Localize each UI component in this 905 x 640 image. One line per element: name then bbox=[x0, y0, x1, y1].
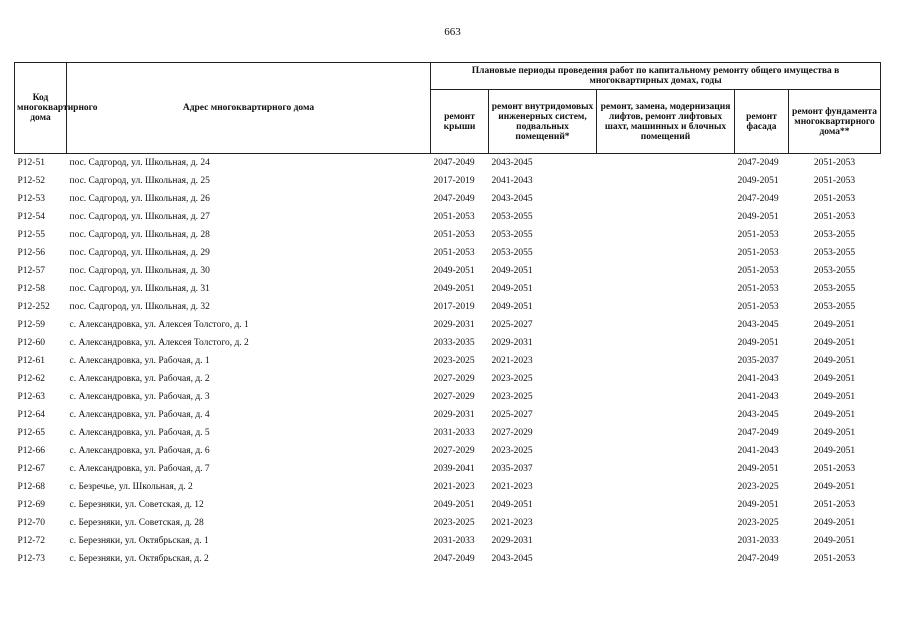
cell-facade: 2035-2037 bbox=[737, 356, 779, 366]
cell-facade: 2041-2043 bbox=[737, 392, 779, 402]
table-row bbox=[15, 190, 881, 208]
cell-foundation: 2049-2051 bbox=[813, 356, 856, 366]
table-row bbox=[15, 154, 881, 173]
cell-elevators bbox=[597, 244, 735, 262]
cell-foundation: 2053-2055 bbox=[813, 284, 856, 294]
cell-address: пос. Садгород, ул. Школьная, д. 30 bbox=[69, 266, 210, 276]
cell-facade: 2041-2043 bbox=[737, 446, 779, 456]
cell-facade: 2051-2053 bbox=[737, 284, 779, 294]
cell-address: пос. Садгород, ул. Школьная, д. 25 bbox=[69, 176, 210, 186]
cell-foundation: 2053-2055 bbox=[813, 248, 856, 258]
cell-roof: 2017-2019 bbox=[433, 302, 475, 312]
cell-foundation: 2051-2053 bbox=[813, 158, 856, 168]
cell-foundation: 2051-2053 bbox=[813, 554, 856, 564]
cell-address: с. Александровка, ул. Рабочая, д. 3 bbox=[69, 392, 210, 402]
table-row bbox=[15, 478, 881, 496]
cell-code: Р12-60 bbox=[17, 338, 45, 348]
cell-address: с. Александровка, ул. Алексея Толстого, д. 2 bbox=[69, 338, 249, 348]
cell-address: с. Березняки, ул. Советская, д. 28 bbox=[69, 518, 204, 528]
cell-elevators bbox=[597, 478, 735, 496]
cell-engineering: 2029-2031 bbox=[491, 338, 533, 348]
cell-facade: 2049-2051 bbox=[737, 212, 779, 222]
header-elevators: ремонт, замена, модернизация лифтов, ремонт лифтовых шахт, машинных и блочных помещений bbox=[597, 90, 735, 154]
cell-foundation: 2049-2051 bbox=[813, 446, 856, 456]
cell-elevators bbox=[597, 388, 735, 406]
cell-engineering: 2035-2037 bbox=[491, 464, 533, 474]
cell-foundation: 2049-2051 bbox=[813, 320, 856, 330]
cell-foundation: 2051-2053 bbox=[813, 464, 856, 474]
cell-elevators bbox=[597, 262, 735, 280]
cell-foundation: 2053-2055 bbox=[813, 266, 856, 276]
cell-foundation: 2051-2053 bbox=[813, 500, 856, 510]
cell-facade: 2049-2051 bbox=[737, 500, 779, 510]
cell-elevators bbox=[597, 154, 735, 173]
cell-foundation: 2053-2055 bbox=[813, 302, 856, 312]
header-planned-periods: Плановые периоды проведения работ по капитальному ремонту общего имущества в многоквартирных домах, годы bbox=[431, 63, 881, 90]
table-body bbox=[15, 154, 881, 569]
cell-code: Р12-73 bbox=[17, 554, 45, 564]
cell-address: с. Александровка, ул. Рабочая, д. 4 bbox=[69, 410, 210, 420]
cell-engineering: 2053-2055 bbox=[491, 230, 533, 240]
cell-foundation: 2051-2053 bbox=[813, 194, 856, 204]
cell-engineering: 2043-2045 bbox=[491, 554, 533, 564]
cell-code: Р12-51 bbox=[17, 158, 45, 168]
cell-code: Р12-66 bbox=[17, 446, 45, 456]
cell-engineering: 2041-2043 bbox=[491, 176, 533, 186]
cell-roof: 2027-2029 bbox=[433, 446, 475, 456]
cell-elevators bbox=[597, 226, 735, 244]
cell-roof: 2027-2029 bbox=[433, 374, 475, 384]
cell-code: Р12-70 bbox=[17, 518, 45, 528]
cell-engineering: 2021-2023 bbox=[491, 518, 533, 528]
cell-elevators bbox=[597, 406, 735, 424]
cell-elevators bbox=[597, 352, 735, 370]
table-row bbox=[15, 298, 881, 316]
cell-address: пос. Садгород, ул. Школьная, д. 24 bbox=[69, 158, 210, 168]
cell-elevators bbox=[597, 316, 735, 334]
cell-engineering: 2025-2027 bbox=[491, 320, 533, 330]
cell-engineering: 2053-2055 bbox=[491, 248, 533, 258]
cell-facade: 2051-2053 bbox=[737, 248, 779, 258]
table-row bbox=[15, 352, 881, 370]
header-engineering: ремонт внутридомовых инженерных систем, подвальных помещений* bbox=[489, 90, 597, 154]
cell-engineering: 2053-2055 bbox=[491, 212, 533, 222]
cell-address: с. Александровка, ул. Рабочая, д. 5 bbox=[69, 428, 210, 438]
cell-address: пос. Садгород, ул. Школьная, д. 26 bbox=[69, 194, 210, 204]
cell-code: Р12-67 bbox=[17, 464, 45, 474]
cell-engineering: 2049-2051 bbox=[491, 266, 533, 276]
header-facade: ремонт фасада bbox=[735, 90, 789, 154]
cell-address: пос. Садгород, ул. Школьная, д. 32 bbox=[69, 302, 210, 312]
cell-roof: 2049-2051 bbox=[433, 284, 475, 294]
cell-roof: 2021-2023 bbox=[433, 482, 475, 492]
cell-address: пос. Садгород, ул. Школьная, д. 29 bbox=[69, 248, 210, 258]
cell-facade: 2049-2051 bbox=[737, 338, 779, 348]
cell-engineering: 2027-2029 bbox=[491, 428, 533, 438]
cell-roof: 2039-2041 bbox=[433, 464, 475, 474]
cell-foundation: 2049-2051 bbox=[813, 482, 856, 492]
table-row bbox=[15, 442, 881, 460]
cell-elevators bbox=[597, 298, 735, 316]
table-row bbox=[15, 550, 881, 568]
cell-code: Р12-58 bbox=[17, 284, 45, 294]
cell-roof: 2047-2049 bbox=[433, 554, 475, 564]
cell-foundation: 2049-2051 bbox=[813, 338, 856, 348]
cell-elevators bbox=[597, 514, 735, 532]
table-row bbox=[15, 532, 881, 550]
cell-engineering: 2043-2045 bbox=[491, 158, 533, 168]
cell-address: с. Александровка, ул. Алексея Толстого, д. 1 bbox=[69, 320, 249, 330]
table-row bbox=[15, 370, 881, 388]
table-row bbox=[15, 316, 881, 334]
cell-roof: 2049-2051 bbox=[433, 500, 475, 510]
header-code: Код многоквартирного дома bbox=[15, 63, 67, 154]
header-foundation: ремонт фундамента многоквартирного дома** bbox=[789, 90, 881, 154]
cell-roof: 2047-2049 bbox=[433, 158, 475, 168]
table-row bbox=[15, 496, 881, 514]
cell-facade: 2049-2051 bbox=[737, 176, 779, 186]
cell-address: с. Александровка, ул. Рабочая, д. 6 bbox=[69, 446, 210, 456]
cell-address: с. Березняки, ул. Октябрьская, д. 1 bbox=[69, 536, 209, 546]
repair-schedule-table bbox=[14, 62, 881, 568]
cell-roof: 2031-2033 bbox=[433, 428, 475, 438]
cell-foundation: 2049-2051 bbox=[813, 428, 856, 438]
header-roof: ремонт крыши bbox=[431, 90, 489, 154]
cell-address: пос. Садгород, ул. Школьная, д. 28 bbox=[69, 230, 210, 240]
cell-roof: 2033-2035 bbox=[433, 338, 475, 348]
table-row bbox=[15, 334, 881, 352]
cell-facade: 2031-2033 bbox=[737, 536, 779, 546]
cell-code: Р12-55 bbox=[17, 230, 45, 240]
cell-engineering: 2029-2031 bbox=[491, 536, 533, 546]
table-row bbox=[15, 388, 881, 406]
cell-code: Р12-53 bbox=[17, 194, 45, 204]
cell-facade: 2049-2051 bbox=[737, 464, 779, 474]
cell-address: с. Безречье, ул. Школьная, д. 2 bbox=[69, 482, 193, 492]
cell-code: Р12-59 bbox=[17, 320, 45, 330]
table-row bbox=[15, 280, 881, 298]
cell-roof: 2031-2033 bbox=[433, 536, 475, 546]
table-row bbox=[15, 406, 881, 424]
header-address: Адрес многоквартирного дома bbox=[67, 63, 431, 154]
cell-address: с. Березняки, ул. Октябрьская, д. 2 bbox=[69, 554, 209, 564]
table-row bbox=[15, 244, 881, 262]
cell-address: с. Березняки, ул. Советская, д. 12 bbox=[69, 500, 204, 510]
cell-code: Р12-56 bbox=[17, 248, 45, 258]
cell-elevators bbox=[597, 208, 735, 226]
table-row bbox=[15, 208, 881, 226]
cell-roof: 2049-2051 bbox=[433, 266, 475, 276]
cell-foundation: 2049-2051 bbox=[813, 518, 856, 528]
cell-code: Р12-65 bbox=[17, 428, 45, 438]
cell-foundation: 2053-2055 bbox=[813, 230, 856, 240]
cell-facade: 2051-2053 bbox=[737, 230, 779, 240]
cell-engineering: 2049-2051 bbox=[491, 302, 533, 312]
table-row bbox=[15, 460, 881, 478]
cell-roof: 2027-2029 bbox=[433, 392, 475, 402]
cell-code: Р12-61 bbox=[17, 356, 45, 366]
cell-elevators bbox=[597, 172, 735, 190]
cell-facade: 2043-2045 bbox=[737, 320, 779, 330]
cell-code: Р12-63 bbox=[17, 392, 45, 402]
cell-elevators bbox=[597, 532, 735, 550]
cell-address: пос. Садгород, ул. Школьная, д. 27 bbox=[69, 212, 210, 222]
cell-engineering: 2049-2051 bbox=[491, 284, 533, 294]
table-row bbox=[15, 262, 881, 280]
cell-engineering: 2021-2023 bbox=[491, 482, 533, 492]
cell-roof: 2017-2019 bbox=[433, 176, 475, 186]
cell-facade: 2047-2049 bbox=[737, 194, 779, 204]
cell-code: Р12-68 bbox=[17, 482, 45, 492]
cell-elevators bbox=[597, 370, 735, 388]
table-row bbox=[15, 424, 881, 442]
cell-facade: 2047-2049 bbox=[737, 158, 779, 168]
cell-address: с. Александровка, ул. Рабочая, д. 1 bbox=[69, 356, 210, 366]
cell-roof: 2051-2053 bbox=[433, 212, 475, 222]
page-number: 663 bbox=[444, 26, 461, 38]
cell-roof: 2051-2053 bbox=[433, 230, 475, 240]
cell-facade: 2023-2025 bbox=[737, 518, 779, 528]
cell-foundation: 2049-2051 bbox=[813, 410, 856, 420]
cell-elevators bbox=[597, 550, 735, 568]
cell-elevators bbox=[597, 496, 735, 514]
cell-foundation: 2049-2051 bbox=[813, 392, 856, 402]
cell-roof: 2029-2031 bbox=[433, 320, 475, 330]
cell-engineering: 2023-2025 bbox=[491, 392, 533, 402]
cell-roof: 2047-2049 bbox=[433, 194, 475, 204]
cell-elevators bbox=[597, 442, 735, 460]
cell-elevators bbox=[597, 280, 735, 298]
cell-engineering: 2049-2051 bbox=[491, 500, 533, 510]
cell-elevators bbox=[597, 334, 735, 352]
cell-engineering: 2021-2023 bbox=[491, 356, 533, 366]
cell-engineering: 2023-2025 bbox=[491, 374, 533, 384]
cell-engineering: 2023-2025 bbox=[491, 446, 533, 456]
table-row bbox=[15, 172, 881, 190]
cell-engineering: 2043-2045 bbox=[491, 194, 533, 204]
cell-code: Р12-64 bbox=[17, 410, 45, 420]
cell-foundation: 2051-2053 bbox=[813, 176, 856, 186]
cell-facade: 2047-2049 bbox=[737, 554, 779, 564]
cell-elevators bbox=[597, 190, 735, 208]
cell-roof: 2023-2025 bbox=[433, 356, 475, 366]
cell-roof: 2051-2053 bbox=[433, 248, 475, 258]
cell-code: Р12-57 bbox=[17, 266, 45, 276]
cell-facade: 2051-2053 bbox=[737, 302, 779, 312]
cell-foundation: 2051-2053 bbox=[813, 212, 856, 222]
cell-elevators bbox=[597, 460, 735, 478]
cell-code: Р12-62 bbox=[17, 374, 45, 384]
cell-elevators bbox=[597, 424, 735, 442]
cell-engineering: 2025-2027 bbox=[491, 410, 533, 420]
table-row bbox=[15, 226, 881, 244]
cell-facade: 2041-2043 bbox=[737, 374, 779, 384]
cell-code: Р12-69 bbox=[17, 500, 45, 510]
cell-foundation: 2049-2051 bbox=[813, 536, 856, 546]
cell-address: с. Александровка, ул. Рабочая, д. 2 bbox=[69, 374, 210, 384]
cell-code: Р12-54 bbox=[17, 212, 45, 222]
cell-address: с. Александровка, ул. Рабочая, д. 7 bbox=[69, 464, 210, 474]
cell-facade: 2043-2045 bbox=[737, 410, 779, 420]
cell-roof: 2029-2031 bbox=[433, 410, 475, 420]
cell-roof: 2023-2025 bbox=[433, 518, 475, 528]
cell-code: Р12-52 bbox=[17, 176, 45, 186]
cell-facade: 2051-2053 bbox=[737, 266, 779, 276]
cell-facade: 2023-2025 bbox=[737, 482, 779, 492]
cell-facade: 2047-2049 bbox=[737, 428, 779, 438]
cell-code: Р12-252 bbox=[17, 302, 50, 312]
cell-address: пос. Садгород, ул. Школьная, д. 31 bbox=[69, 284, 210, 294]
table-row bbox=[15, 514, 881, 532]
cell-code: Р12-72 bbox=[17, 536, 45, 546]
cell-foundation: 2049-2051 bbox=[813, 374, 856, 384]
